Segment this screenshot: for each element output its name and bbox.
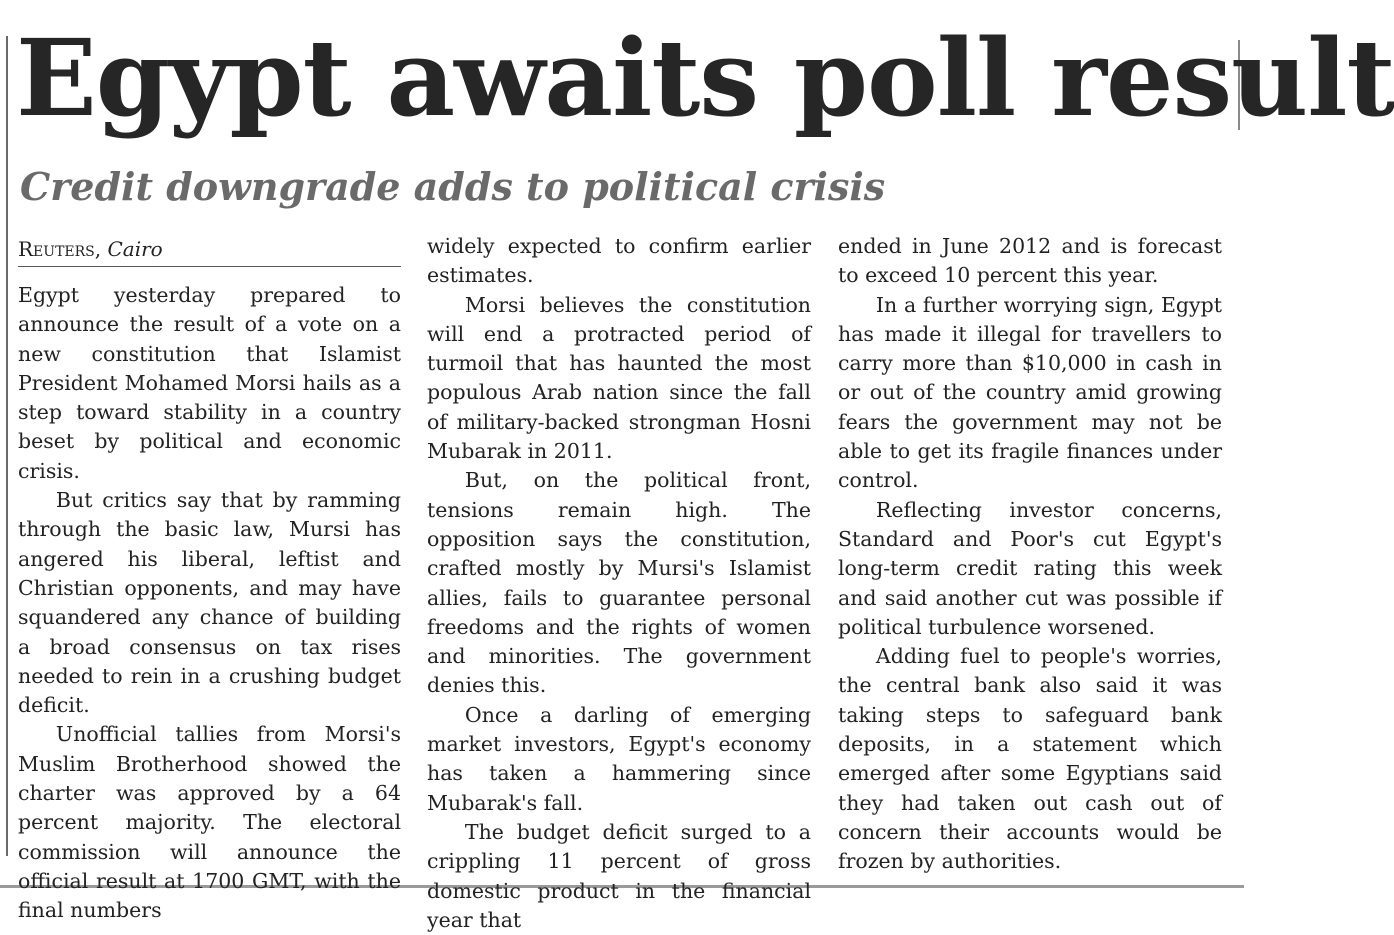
paragraph: Egypt yesterday prepared to announce the result of a vote on a new constitution that Islamist President Mohamed Morsi hails as a step toward stability in a country beset by political and economic crisis. [18,283,401,483]
paragraph: Reflecting investor concerns, Standard and Poor's cut Egypt's long-term credit rating this week and said another cut was possible if political turbulence worsened. [838,497,1222,639]
byline-agency: Reuters, [18,237,102,261]
paragraph: But, on the political front, tensions remain high. The opposition says the constitution, crafted mostly by Mursi's Islamist allies, fails to guarantee personal freedoms and the rights of women and minorities. The government denies this. [427,468,811,698]
paragraph-continuation: ended in June 2012 and is forecast to exceed 10 percent this year. [838,234,1222,288]
subheadline: Credit downgrade adds to political crisis [20,164,886,209]
paragraph-continuation: widely expected to confirm earlier estimates. [427,234,811,288]
article-column-3 [838,232,1222,877]
paragraph: The budget deficit surged to a crippling 11 percent of gross domestic product in the financial year that [427,819,811,932]
article-column-2 [427,232,811,935]
left-column-rule [6,36,8,856]
byline-location: Cairo [107,237,163,261]
paragraph: But critics say that by ramming through the basic law, Mursi has angered his liberal, leftist and Christian opponents, and may have squandered any chance of building a broad consensus on tax rises needed to rein in a crushing budget deficit. [18,488,401,718]
paragraph: Morsi believes the constitution will end a protracted period of turmoil that has haunted the most populous Arab nation since the fall of military-backed strongman Hosni Mubarak in 2011. [427,292,811,464]
headline: Egypt awaits poll result [16,15,1394,140]
paragraph: In a further worrying sign, Egypt has made it illegal for travellers to carry more than $10,000 in cash in or out of the country amid growing fears the government may not be able to get its fragile finances under control. [838,292,1222,493]
paragraph: Once a darling of emerging market investors, Egypt's economy has taken a hammering since Mubarak's fall. [427,702,811,815]
article-column-1 [18,232,401,926]
paragraph: Unofficial tallies from Morsi's Muslim Brotherhood showed the charter was approved by a 64 percent majority. The electoral commission will announce the official result at 1700 GMT, with the final numbers [18,722,401,923]
byline [18,232,401,267]
paragraph: Adding fuel to people's worries, the central bank also said it was taking steps to safeguard bank deposits, in a statement which emerged after some Egyptians said they had taken out cash out of concern their accounts would be frozen by authorities. [838,644,1222,874]
